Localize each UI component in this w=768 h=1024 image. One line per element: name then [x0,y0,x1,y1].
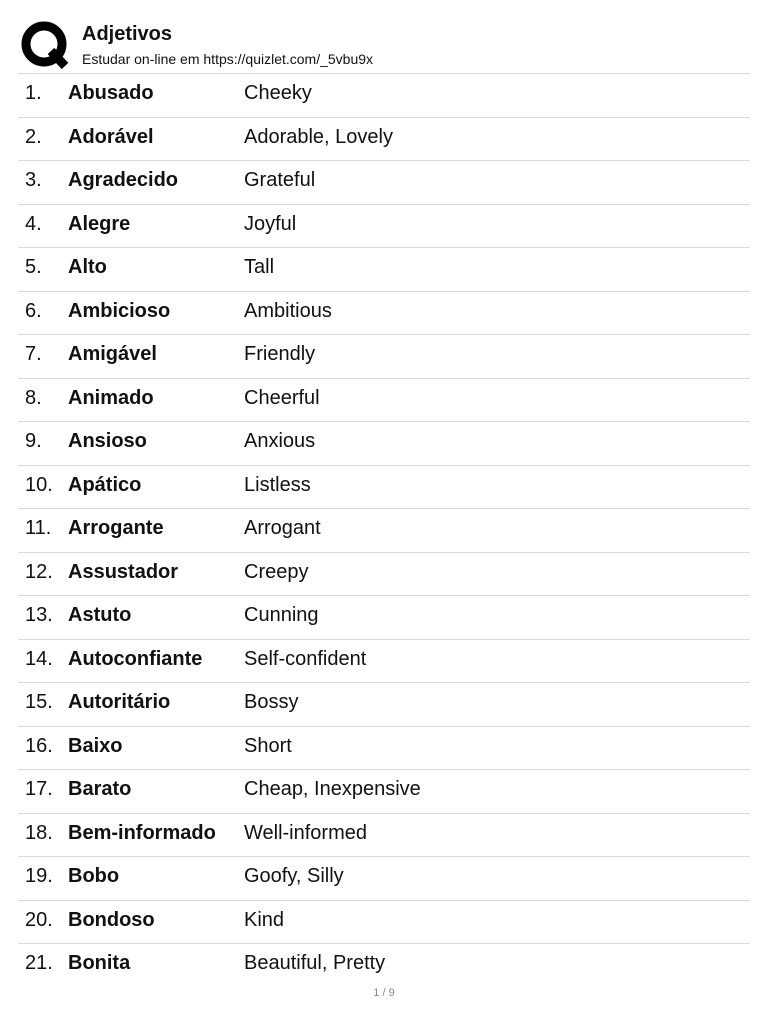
list-item [18,292,750,336]
item-definition: Grateful [244,169,316,191]
item-definition: Cheeky [244,82,312,104]
item-term: Bobo [68,865,120,887]
item-definition: Adorable, Lovely [244,125,393,148]
list-item [18,901,750,945]
list-item [18,379,750,423]
item-term: Ansioso [68,430,147,452]
item-definition: Cheap, Inexpensive [244,778,421,800]
item-term: Arrogante [68,517,164,539]
item-definition: Arrogant [244,517,321,539]
item-definition: Creepy [244,560,309,583]
item-number: 17. [25,778,53,800]
item-definition: Joyful [244,212,297,235]
item-term: Barato [68,778,132,800]
item-definition: Cheerful [244,386,320,409]
item-definition: Goofy, Silly [244,865,344,887]
item-definition: Ambitious [244,299,332,322]
item-number: 6. [25,299,42,322]
item-number: 9. [25,430,42,452]
item-number: 20. [25,908,53,931]
item-term: Autoconfiante [68,647,203,670]
list-item [18,205,750,249]
item-term: Alto [68,256,107,278]
item-number: 2. [25,125,42,148]
vocabulary-list [18,74,750,988]
item-definition: Anxious [244,430,316,452]
item-term: Bonita [68,952,131,974]
item-number: 14. [25,647,53,670]
list-item [18,944,750,988]
item-term: Assustador [68,560,179,583]
list-item [18,857,750,901]
list-item [18,509,750,553]
item-number: 19. [25,865,53,887]
item-number: 12. [25,560,53,583]
list-item [18,161,750,205]
item-term: Animado [68,386,154,409]
list-item [18,596,750,640]
item-number: 16. [25,734,53,757]
item-number: 18. [25,821,53,844]
page-header [18,20,750,74]
item-number: 8. [25,386,42,409]
item-definition: Cunning [244,604,319,626]
list-item [18,74,750,118]
item-term: Abusado [68,82,154,104]
list-item [18,814,750,858]
item-term: Agradecido [68,169,179,191]
item-term: Bem-informado [68,821,216,844]
item-number: 1. [25,82,42,104]
item-number: 4. [25,212,42,235]
list-item [18,640,750,684]
item-number: 11. [25,517,52,539]
page-number: 1 / 9 [373,987,395,999]
item-definition: Self-confident [244,647,367,670]
list-item [18,727,750,771]
item-term: Alegre [68,212,131,235]
list-item [18,422,750,466]
item-definition: Tall [244,256,275,278]
item-term: Autoritário [68,691,171,713]
item-term: Apático [68,473,142,496]
list-item [18,335,750,379]
list-item [18,466,750,510]
item-definition: Short [244,734,292,757]
item-definition: Bossy [244,691,299,713]
item-term: Baixo [68,734,123,757]
item-number: 3. [25,169,42,191]
list-item [18,770,750,814]
item-number: 21. [25,952,53,974]
item-definition: Beautiful, Pretty [244,952,386,974]
list-item [18,683,750,727]
item-term: Adorável [68,125,154,148]
item-term: Astuto [68,604,132,626]
item-number: 7. [25,343,42,365]
item-number: 5. [25,256,42,278]
page-subtitle: Estudar on-line em https://quizlet.com/_5vbu9x [82,51,374,67]
list-item [18,118,750,162]
list-item [18,553,750,597]
item-definition: Friendly [244,343,316,365]
page-title: Adjetivos [82,23,173,45]
list-item [18,248,750,292]
item-definition: Well-informed [244,821,367,844]
item-definition: Kind [244,908,285,931]
item-term: Bondoso [68,908,155,931]
item-definition: Listless [244,473,311,496]
quizlet-logo-icon [20,20,70,70]
item-number: 15. [25,691,53,713]
item-number: 13. [25,604,53,626]
item-number: 10. [25,473,53,496]
item-term: Ambicioso [68,299,171,322]
item-term: Amigável [68,343,157,365]
